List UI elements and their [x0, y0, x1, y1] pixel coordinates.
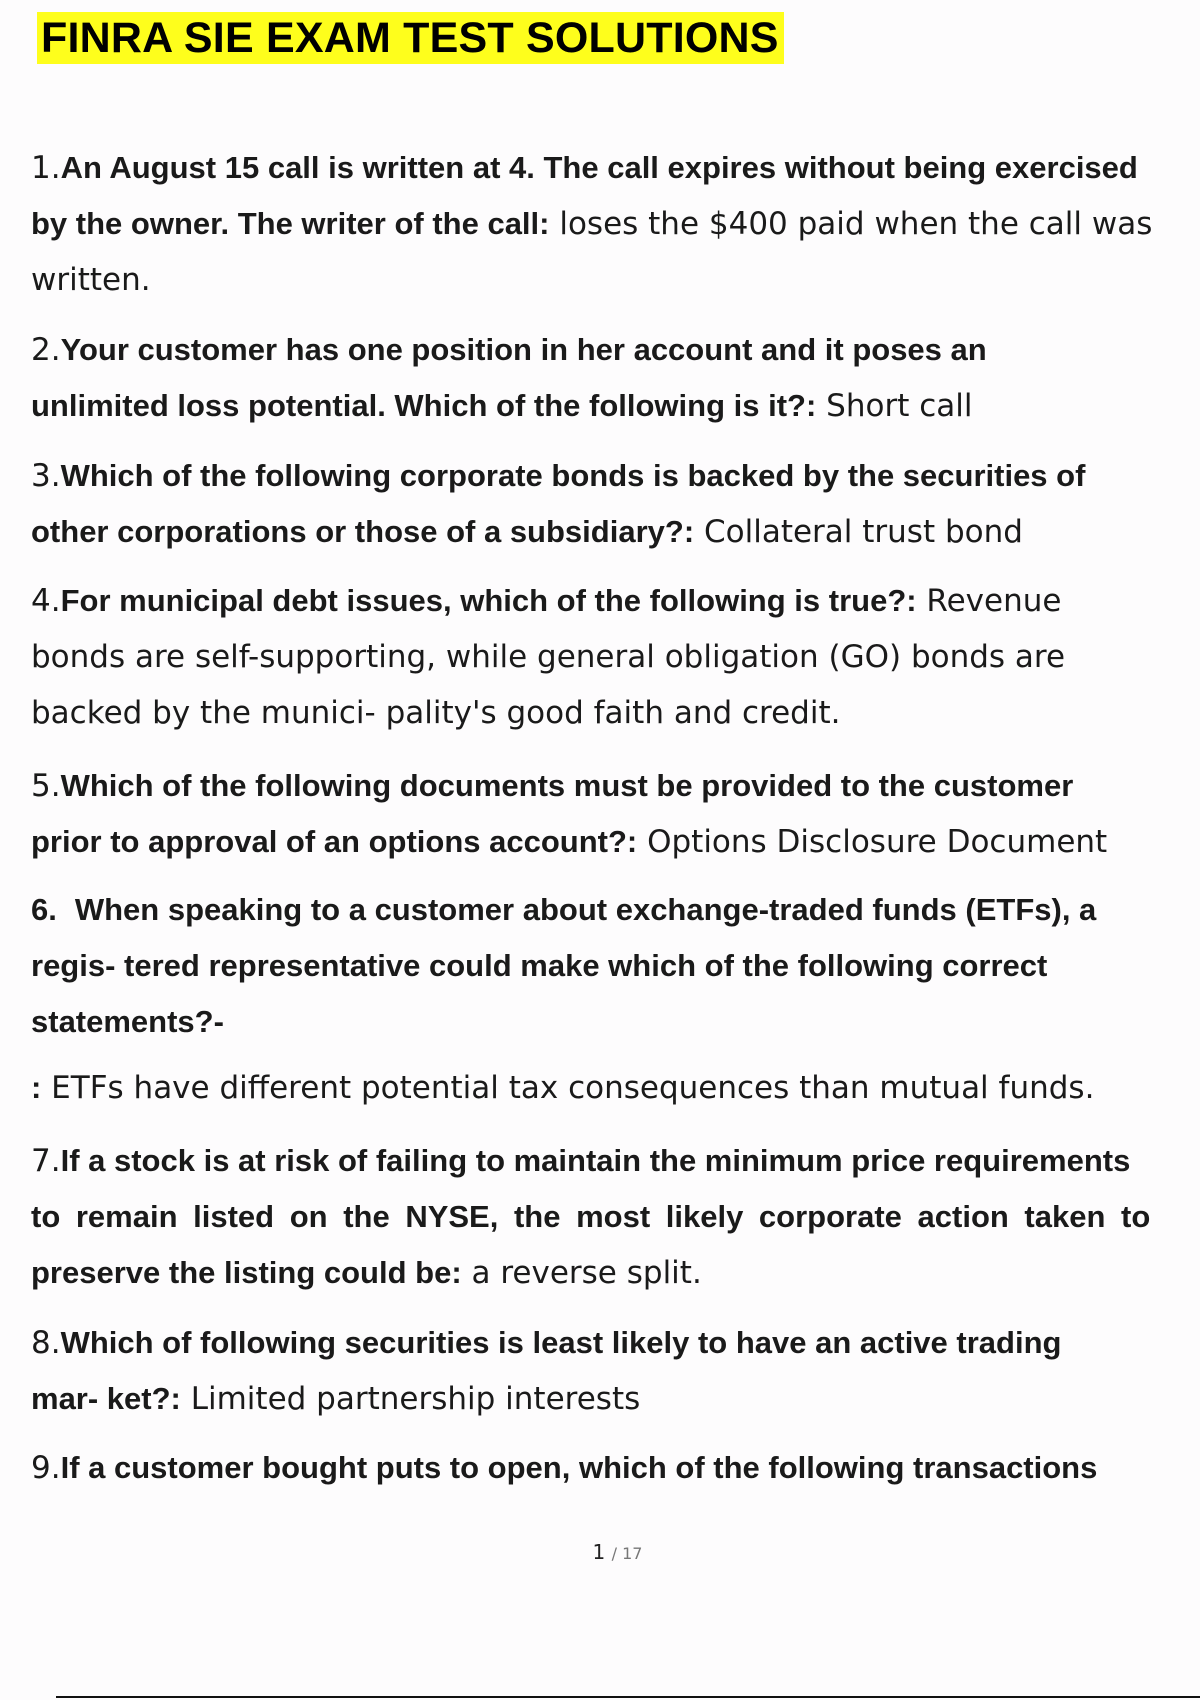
question-number: 9. — [31, 1450, 61, 1486]
question-text: regis- tered representative could make which of the following correct — [31, 948, 1048, 983]
title-highlight — [37, 12, 784, 64]
question-3 — [31, 448, 1200, 560]
page-current: 1 — [592, 1540, 606, 1564]
answer-text: a reverse split. — [461, 1255, 702, 1291]
question-text: statements?- — [31, 1004, 224, 1039]
page-divider — [56, 1696, 1200, 1698]
question-text: When speaking to a customer about exchange-traded funds (ETFs), a — [74, 892, 1097, 927]
page-total: / 17 — [611, 1544, 643, 1563]
answer-text: Short call — [816, 388, 973, 424]
question-text: For municipal debt issues, which of the following is true?: — [60, 583, 917, 618]
answer-text: backed by the munici- pality's good faith and credit. — [31, 695, 841, 731]
answer-text: loses the $400 paid when the call was — [549, 206, 1153, 242]
answer-text: Collateral trust bond — [694, 514, 1023, 550]
answer-text: ETFs have different potential tax consequences than mutual funds. — [41, 1070, 1095, 1106]
question-number: 6. — [31, 892, 57, 927]
question-text: mar- ket?: — [31, 1381, 181, 1416]
answer-text: Revenue — [916, 583, 1062, 619]
question-number: 3. — [31, 458, 61, 494]
question-7 — [31, 1133, 1200, 1301]
question-text: An August 15 call is written at 4. The call expires without being exercised — [60, 150, 1138, 185]
question-text: to remain listed on the NYSE, the most likely corporate action taken to — [31, 1199, 1151, 1234]
question-number: 2. — [31, 332, 61, 368]
question-text: If a customer bought puts to open, which of the following transactions — [60, 1450, 1098, 1485]
question-text: Your customer has one position in her account and it poses an — [60, 332, 987, 367]
question-text: Which of the following corporate bonds is backed by the securities of — [60, 458, 1086, 493]
question-text: Which of following securities is least likely to have an active trading — [60, 1325, 1062, 1360]
question-number: 8. — [31, 1325, 61, 1361]
question-9 — [31, 1440, 1200, 1496]
answer-text: Options Disclosure Document — [637, 824, 1108, 860]
page-title: FINRA SIE EXAM TEST SOLUTIONS — [41, 14, 779, 62]
question-text: other corporations or those of a subsidiary?: — [31, 514, 695, 549]
question-text: : — [31, 1070, 42, 1105]
question-number: 7. — [31, 1143, 61, 1179]
question-text: by the owner. The writer of the call: — [31, 206, 550, 241]
question-number: 1. — [31, 150, 61, 186]
question-6 — [31, 882, 1200, 1116]
answer-text: written. — [31, 262, 151, 298]
answer-text: bonds are self-supporting, while general obligation (GO) bonds are — [31, 639, 1066, 675]
question-text: If a stock is at risk of failing to maintain the minimum price requirements — [60, 1143, 1131, 1178]
question-number: 5. — [31, 768, 61, 804]
answer-text: Limited partnership interests — [180, 1381, 641, 1417]
question-text: preserve the listing could be: — [31, 1255, 462, 1290]
question-text: unlimited loss potential. Which of the following is it?: — [31, 388, 817, 423]
question-8 — [31, 1315, 1200, 1427]
question-1 — [31, 140, 1200, 308]
question-5 — [31, 758, 1200, 870]
question-4 — [31, 573, 1200, 741]
question-2 — [31, 322, 1200, 434]
page-indicator — [0, 1540, 1200, 1564]
question-text: prior to approval of an options account?: — [31, 824, 638, 859]
question-number: 4. — [31, 583, 61, 619]
question-text: Which of the following documents must be provided to the customer — [60, 768, 1074, 803]
